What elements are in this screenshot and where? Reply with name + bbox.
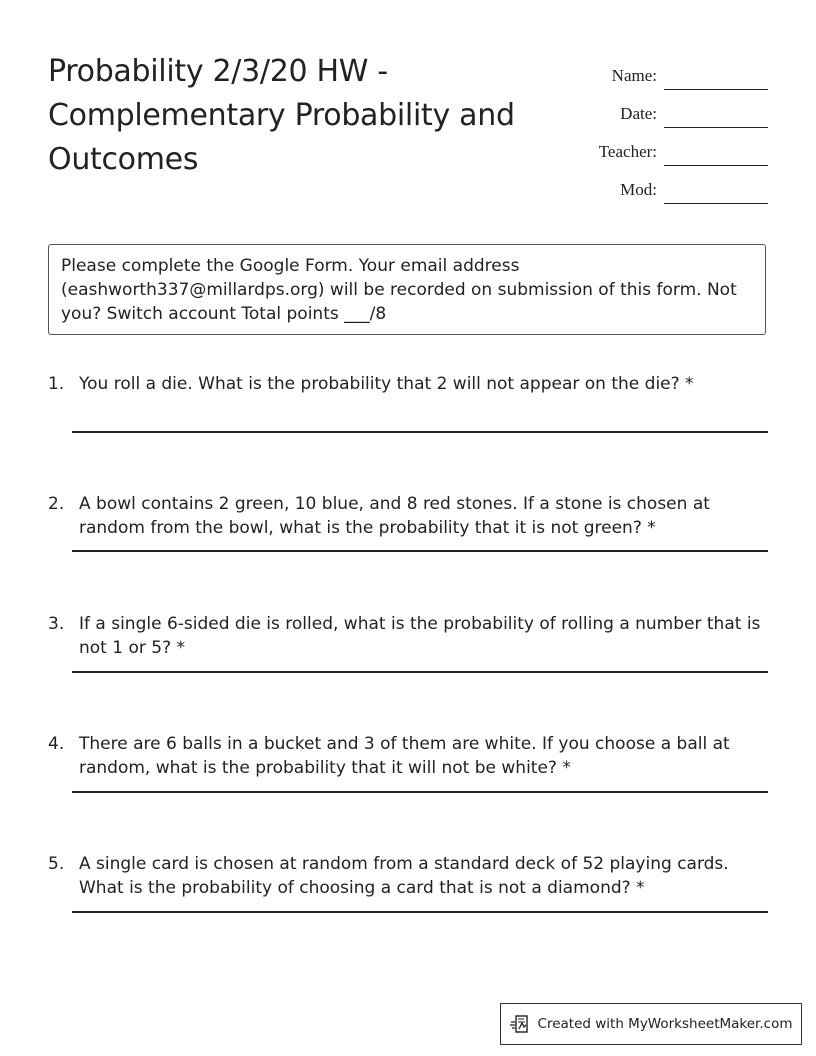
date-label: Date: [620, 104, 657, 123]
created-with-badge[interactable] [500, 1003, 802, 1045]
question-text: There are 6 balls in a bucket and 3 of them are white. If you choose a ball at random, what is the probability that it will not be white? * [79, 734, 730, 778]
question-number: 4. [48, 734, 65, 754]
answer-line[interactable] [72, 911, 768, 913]
question-1 [48, 372, 768, 492]
question-list [48, 372, 768, 972]
question-number: 2. [48, 494, 65, 514]
instructions-text: Please complete the Google Form. Your email address (eashworth337@millardps.org) will be recorded on submission of this form. Not you? Switch account Total points ___/8 [61, 256, 737, 324]
answer-line[interactable] [72, 550, 768, 552]
created-with-text: Created with MyWorksheetMaker.com [537, 1016, 793, 1032]
question-4 [48, 732, 768, 852]
instructions-box [48, 244, 766, 335]
question-text: You roll a die. What is the probability that 2 will not appear on the die? * [79, 374, 694, 394]
question-text: A bowl contains 2 green, 10 blue, and 8 red stones. If a stone is chosen at random from the bowl, what is the probability that it is not green? * [79, 494, 710, 538]
question-number: 3. [48, 614, 65, 634]
name-field [560, 52, 768, 90]
question-number: 1. [48, 374, 65, 394]
teacher-field [560, 128, 768, 166]
mod-field [560, 166, 768, 204]
answer-line[interactable] [72, 671, 768, 673]
mod-label: Mod: [620, 180, 657, 199]
myworksheetmaker-logo-icon [510, 1014, 530, 1034]
mod-blank-line[interactable] [664, 179, 768, 204]
teacher-blank-line[interactable] [664, 141, 768, 166]
teacher-label: Teacher: [598, 142, 657, 161]
question-text: A single card is chosen at random from a standard deck of 52 playing cards. What is the probability of choosing a card that is not a diamond? * [79, 854, 729, 898]
student-info-fields [560, 52, 768, 204]
question-number: 5. [48, 854, 65, 874]
date-field [560, 90, 768, 128]
date-blank-line[interactable] [664, 103, 768, 128]
question-5 [48, 852, 768, 972]
answer-line[interactable] [72, 431, 768, 433]
question-2 [48, 492, 768, 612]
question-text: If a single 6-sided die is rolled, what is the probability of rolling a number that is not 1 or 5? * [79, 614, 761, 658]
worksheet-title: Probability 2/3/20 HW - Complementary Probability and Outcomes [48, 54, 515, 177]
name-label: Name: [611, 66, 657, 85]
question-3 [48, 612, 768, 732]
answer-line[interactable] [72, 791, 768, 793]
name-blank-line[interactable] [664, 65, 768, 90]
